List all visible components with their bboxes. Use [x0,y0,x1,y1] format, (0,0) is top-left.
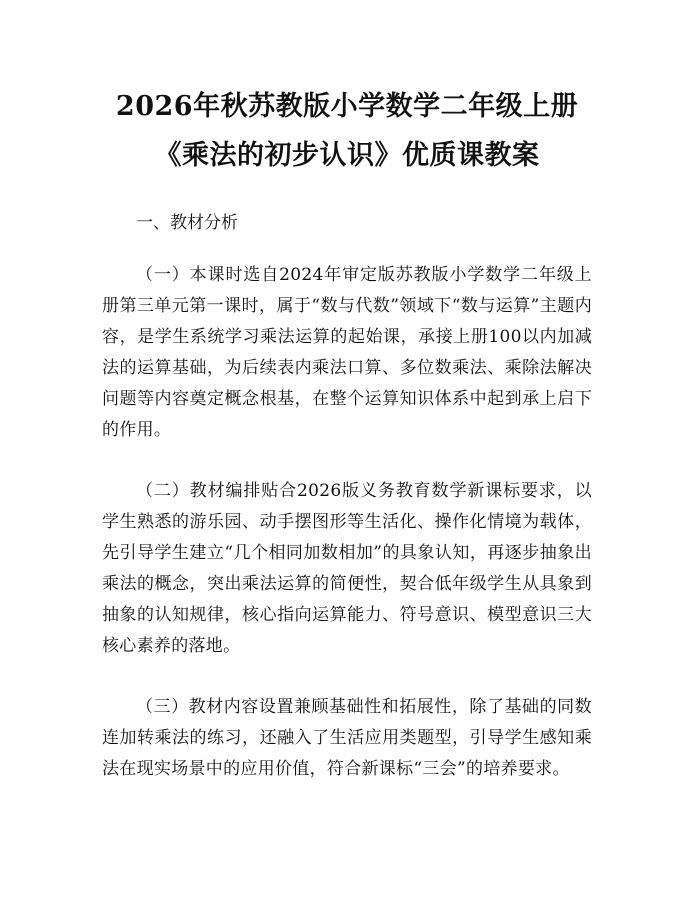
paragraph-1: （一）本课时选自2024年审定版苏教版小学数学二年级上册第三单元第一课时，属于“数与代数”领域下“数与运算”主题内容，是学生系统学习乘法运算的起始课，承接上册100以内加减法的运算基础，为后续表内乘法口算、多位数乘法、乘除法解决问题等内容奠定概念根基，在整个运算知识体系中起到承上启下的作用。 [102,265,592,440]
section-heading: 一、教材分析 [136,213,238,233]
document-title: 2026年秋苏教版小学数学二年级上册《乘法的初步认识》优质课教案 [115,91,579,171]
paragraph-2: （二）教材编排贴合2026版义务教育数学新课标要求，以学生熟悉的游乐园、动手摆图形等生活化、操作化情境为载体，先引导学生建立“几个相同加数相加”的具象认知，再逐步抽象出乘法的概念，突出乘法运算的简便性，契合低年级学生从具象到抽象的认知规律，核心指向运算能力、符号意识、模型意识三大核心素养的落地。 [102,481,592,656]
paragraph-3: （三）教材内容设置兼顾基础性和拓展性，除了基础的同数连加转乘法的练习，还融入了生活应用类题型，引导学生感知乘法在现实场景中的应用价值，符合新课标“三会”的培养要求。 [102,697,592,779]
